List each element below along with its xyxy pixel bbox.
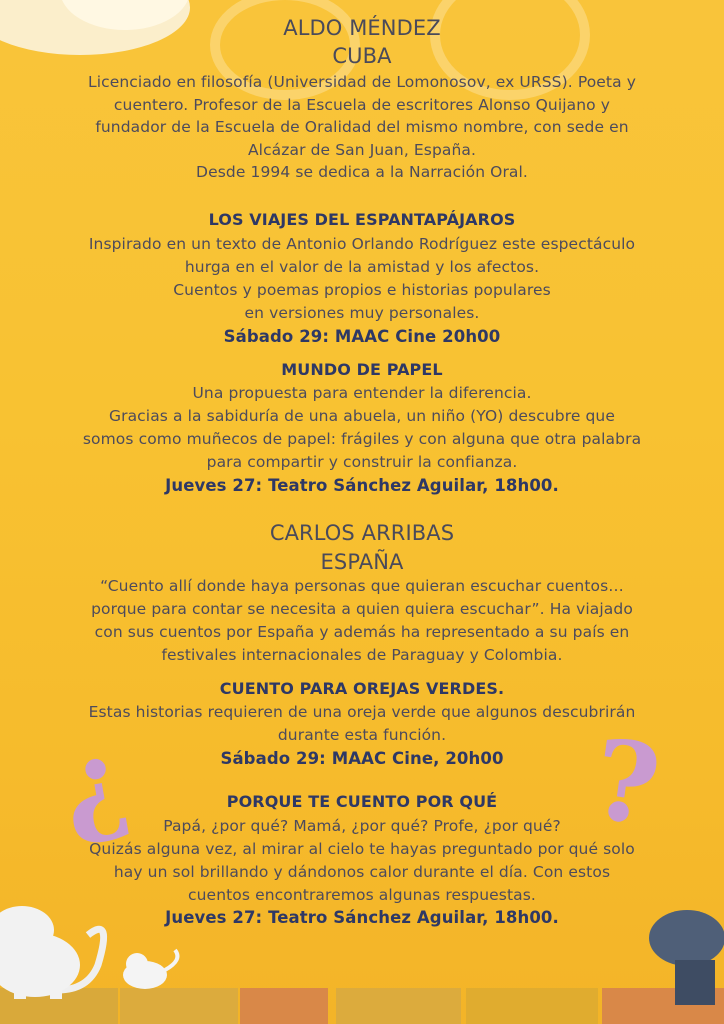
performer-name: CARLOS ARRIBAS [269, 521, 455, 545]
show-desc-line: durante esta función. [277, 726, 447, 744]
show-date: Jueves 27: Teatro Sánchez Aguilar, 18h00. [165, 908, 559, 927]
performer-country: ESPAÑA [320, 550, 404, 574]
bio-line: Licenciado en filosofía (Universidad de Lomonosov, ex URSS). Poeta y [87, 73, 637, 91]
show-title: PORQUE TE CUENTO POR QUÉ [226, 792, 498, 811]
bio-line: con sus cuentos por España y además ha representado a su país en [94, 623, 630, 641]
performer-country: CUBA [332, 44, 392, 68]
show-desc-line: para compartir y construir la confianza. [206, 453, 518, 471]
show-title: LOS VIAJES DEL ESPANTAPÁJAROS [208, 210, 516, 229]
bio-line: porque para contar se necesita a quien quiera escuchar”. Ha viajado [91, 600, 633, 618]
show-desc-line: en versiones muy personales. [244, 304, 480, 322]
show-desc-line: Gracias a la sabiduría de una abuela, un niño (YO) descubre que [109, 407, 615, 425]
show-desc-line: hurga en el valor de la amistad y los afectos. [184, 258, 540, 276]
show-title: MUNDO DE PAPEL [281, 360, 443, 379]
show-date: Sábado 29: MAAC Cine, 20h00 [220, 749, 504, 768]
bio-line: festivales internacionales de Paraguay y Colombia. [161, 646, 563, 664]
show-desc-line: cuentos encontraremos algunas respuestas. [188, 886, 536, 904]
question-mark-close-decoration: ? [585, 714, 668, 851]
show-desc-line: Inspirado en un texto de Antonio Orlando Rodríguez este espectáculo [88, 235, 636, 253]
bio-line: fundador de la Escuela de Oralidad del mismo nombre, con sede en [95, 118, 629, 136]
bio-line: Alcázar de San Juan, España. [247, 141, 477, 159]
bio-line: Desde 1994 se dedica a la Narración Oral. [196, 163, 528, 181]
show-desc-line: Cuentos y poemas propios e historias populares [173, 281, 551, 299]
show-desc-line: Quizás alguna vez, al mirar al cielo te hayas preguntado por qué solo [89, 840, 635, 858]
show-date: Jueves 27: Teatro Sánchez Aguilar, 18h00. [165, 476, 559, 495]
bio-line: “Cuento allí donde haya personas que quieran escuchar cuentos… [100, 577, 624, 595]
show-desc-line: Una propuesta para entender la diferencia. [192, 384, 532, 402]
show-desc-line: somos como muñecos de papel: frágiles y con alguna que otra palabra [82, 430, 642, 448]
small-cat-illustration [115, 940, 190, 995]
bio-line: cuentero. Profesor de la Escuela de escritores Alonso Quijano y [113, 96, 611, 114]
question-mark-open-decoration: ¿ [51, 713, 138, 852]
show-desc-line: Papá, ¿por qué? Mamá, ¿por qué? Profe, ¿por qué? [163, 817, 561, 835]
show-date: Sábado 29: MAAC Cine 20h00 [223, 327, 501, 346]
show-desc-line: Estas historias requieren de una oreja verde que algunos descubrirán [88, 703, 636, 721]
show-title: CUENTO PARA OREJAS VERDES. [219, 679, 505, 698]
show-desc-line: hay un sol brillando y dándonos calor durante el día. Con estos [113, 863, 611, 881]
performer-name: ALDO MÉNDEZ [283, 16, 441, 40]
